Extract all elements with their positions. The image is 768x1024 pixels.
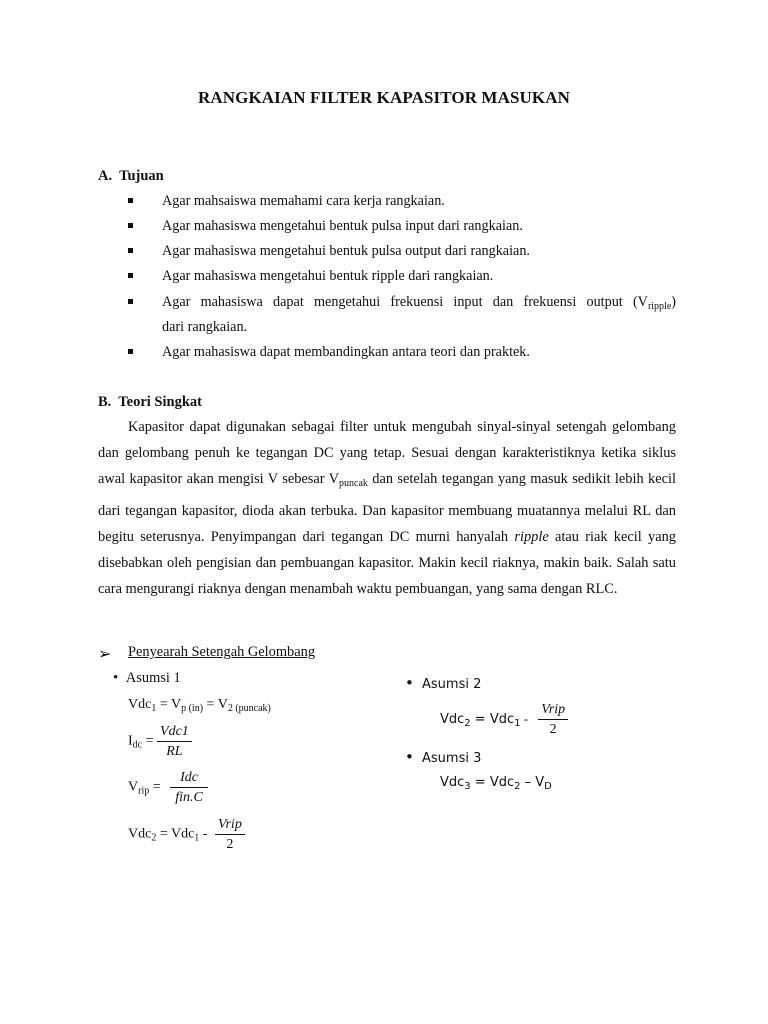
subscript: 1 — [151, 703, 157, 714]
eq-text: = — [149, 779, 161, 795]
denominator: 2 — [226, 837, 234, 852]
eq-text: = Vdc — [470, 712, 515, 727]
numerator: Vrip — [538, 700, 568, 720]
asumsi2-row — [405, 674, 481, 692]
numerator: Vdc1 — [157, 722, 192, 742]
fraction — [157, 722, 192, 761]
bullet-text: Agar mahasiswa mengetahui bentuk pulsa input dari rangkaian. — [162, 218, 523, 234]
subscript: ripple — [647, 301, 672, 312]
bullet-text: Agar mahasiswa dapat membandingkan antara teori dan praktek. — [162, 344, 530, 360]
eq-text: = Vdc — [470, 775, 515, 790]
square-bullet-icon — [128, 349, 133, 354]
bullet-text: Agar mahasiswa mengetahui bentuk pulsa output dari rangkaian. — [162, 243, 530, 259]
eq-text: - — [520, 711, 529, 726]
fraction — [170, 768, 208, 807]
numerator: Vrip — [215, 815, 245, 835]
bullet-text-main: Agar mahasiswa dapat mengetahui frekuensi input dan frekuensi output (V — [162, 294, 648, 310]
dot-bullet-icon: • — [405, 748, 414, 766]
asumsi1-row — [113, 670, 181, 687]
section-b-label: B. — [98, 394, 112, 410]
eq-text: = — [142, 733, 154, 749]
bullet-text: Agar mahsaiswa memahami cara kerja rangkaian. — [162, 193, 445, 209]
fraction — [538, 700, 568, 739]
eq-text: = Vdc — [156, 826, 195, 842]
eq-text: - — [199, 826, 208, 842]
eq-text: Vdc — [128, 826, 152, 842]
subscript: 2 — [514, 781, 521, 792]
section-a-heading — [98, 168, 164, 185]
equation-vrip — [128, 768, 208, 807]
equation-idc — [128, 722, 192, 761]
square-bullet-icon — [128, 248, 133, 253]
asumsi1-label: Asumsi 1 — [125, 670, 181, 686]
square-bullet-icon — [128, 299, 133, 304]
para-text-2: dan setelah tegangan yang masuk sedikit lebih kecil dari tegangan kapasitor, dioda akan terbuka. Dan kapasitor membuang muatannya melalui RL dan begitu seterusnya. Penyimpangan dari tegangan DC murni hanyalah — [98, 471, 676, 545]
bullet-text-tail: ) — [671, 294, 676, 310]
denominator: RL — [166, 744, 183, 759]
subscript: p (in) — [181, 703, 204, 714]
subscript: 1 — [194, 832, 200, 844]
italic-term: ripple — [514, 528, 549, 545]
fraction — [215, 815, 245, 854]
subscript: D — [544, 781, 552, 792]
page-title: RANGKAIAN FILTER KAPASITOR MASUKAN — [198, 88, 570, 107]
subscript: 3 — [464, 781, 471, 792]
asumsi3-row — [405, 748, 481, 766]
numerator: Idc — [170, 768, 208, 788]
dot-bullet-icon: • — [405, 674, 414, 692]
asumsi3-label: Asumsi 3 — [422, 751, 482, 766]
subscript: puncak — [339, 478, 368, 490]
halfwave-heading: Penyearah Setengah Gelombang — [128, 644, 316, 660]
equation-vdc1 — [128, 697, 271, 714]
eq-text: I — [128, 733, 133, 749]
subscript: dc — [132, 739, 143, 751]
eq-text: Vdc — [440, 712, 465, 727]
halfwave-heading-row — [98, 644, 316, 664]
eq-text: V — [128, 779, 139, 795]
section-b-title: Teori Singkat — [118, 394, 202, 410]
equation-vdc2-right — [440, 700, 568, 739]
square-bullet-icon — [128, 273, 133, 278]
square-bullet-icon — [128, 223, 133, 228]
eq-text: Vdc — [440, 775, 465, 790]
asumsi2-label: Asumsi 2 — [422, 677, 482, 692]
equation-vdc2-left — [128, 815, 245, 854]
square-bullet-icon — [128, 198, 133, 203]
subscript: rip — [138, 785, 150, 797]
subscript: 1 — [514, 718, 521, 729]
denominator: 2 — [549, 722, 557, 737]
subscript: 2 — [464, 718, 471, 729]
para-text-1: Kapasitor dapat digunakan sebagai filter untuk mengubah sinyal-sinyal setengah gelombang dan gelombang penuh ke tegangan DC yang tetap. Sesuai dengan karakteristiknya ketika siklus awal kapasitor akan mengisi V sebesar V — [98, 419, 676, 488]
denominator: fin.C — [175, 790, 203, 805]
theory-paragraph — [98, 414, 676, 602]
subscript: 2 — [151, 832, 157, 844]
arrow-bullet-icon: ➢ — [98, 646, 112, 663]
section-a-label: A. — [98, 168, 113, 184]
equation-vdc3 — [440, 775, 552, 792]
section-a-title: Tujuan — [119, 168, 164, 184]
section-b-heading — [98, 394, 202, 411]
dot-bullet-icon: • — [113, 670, 119, 686]
eq-text: Vdc — [128, 697, 152, 712]
subscript: 2 (puncak) — [227, 703, 271, 714]
eq-text: = V — [156, 697, 182, 712]
bullet-text: dari rangkaian. — [162, 319, 248, 335]
para-text-3: atau riak kecil yang disebabkan oleh pengisian dan pembuangan kapasitor. Makin kecil riaknya, makin baik. Salah satu cara mengurangi riaknya dengan menambah waktu pembuangan, yang sama dengan RLC. — [98, 528, 676, 598]
eq-text: = V — [203, 697, 228, 712]
eq-text: – V — [520, 775, 545, 790]
bullet-text: Agar mahasiswa mengetahui bentuk ripple dari rangkaian. — [162, 268, 494, 284]
